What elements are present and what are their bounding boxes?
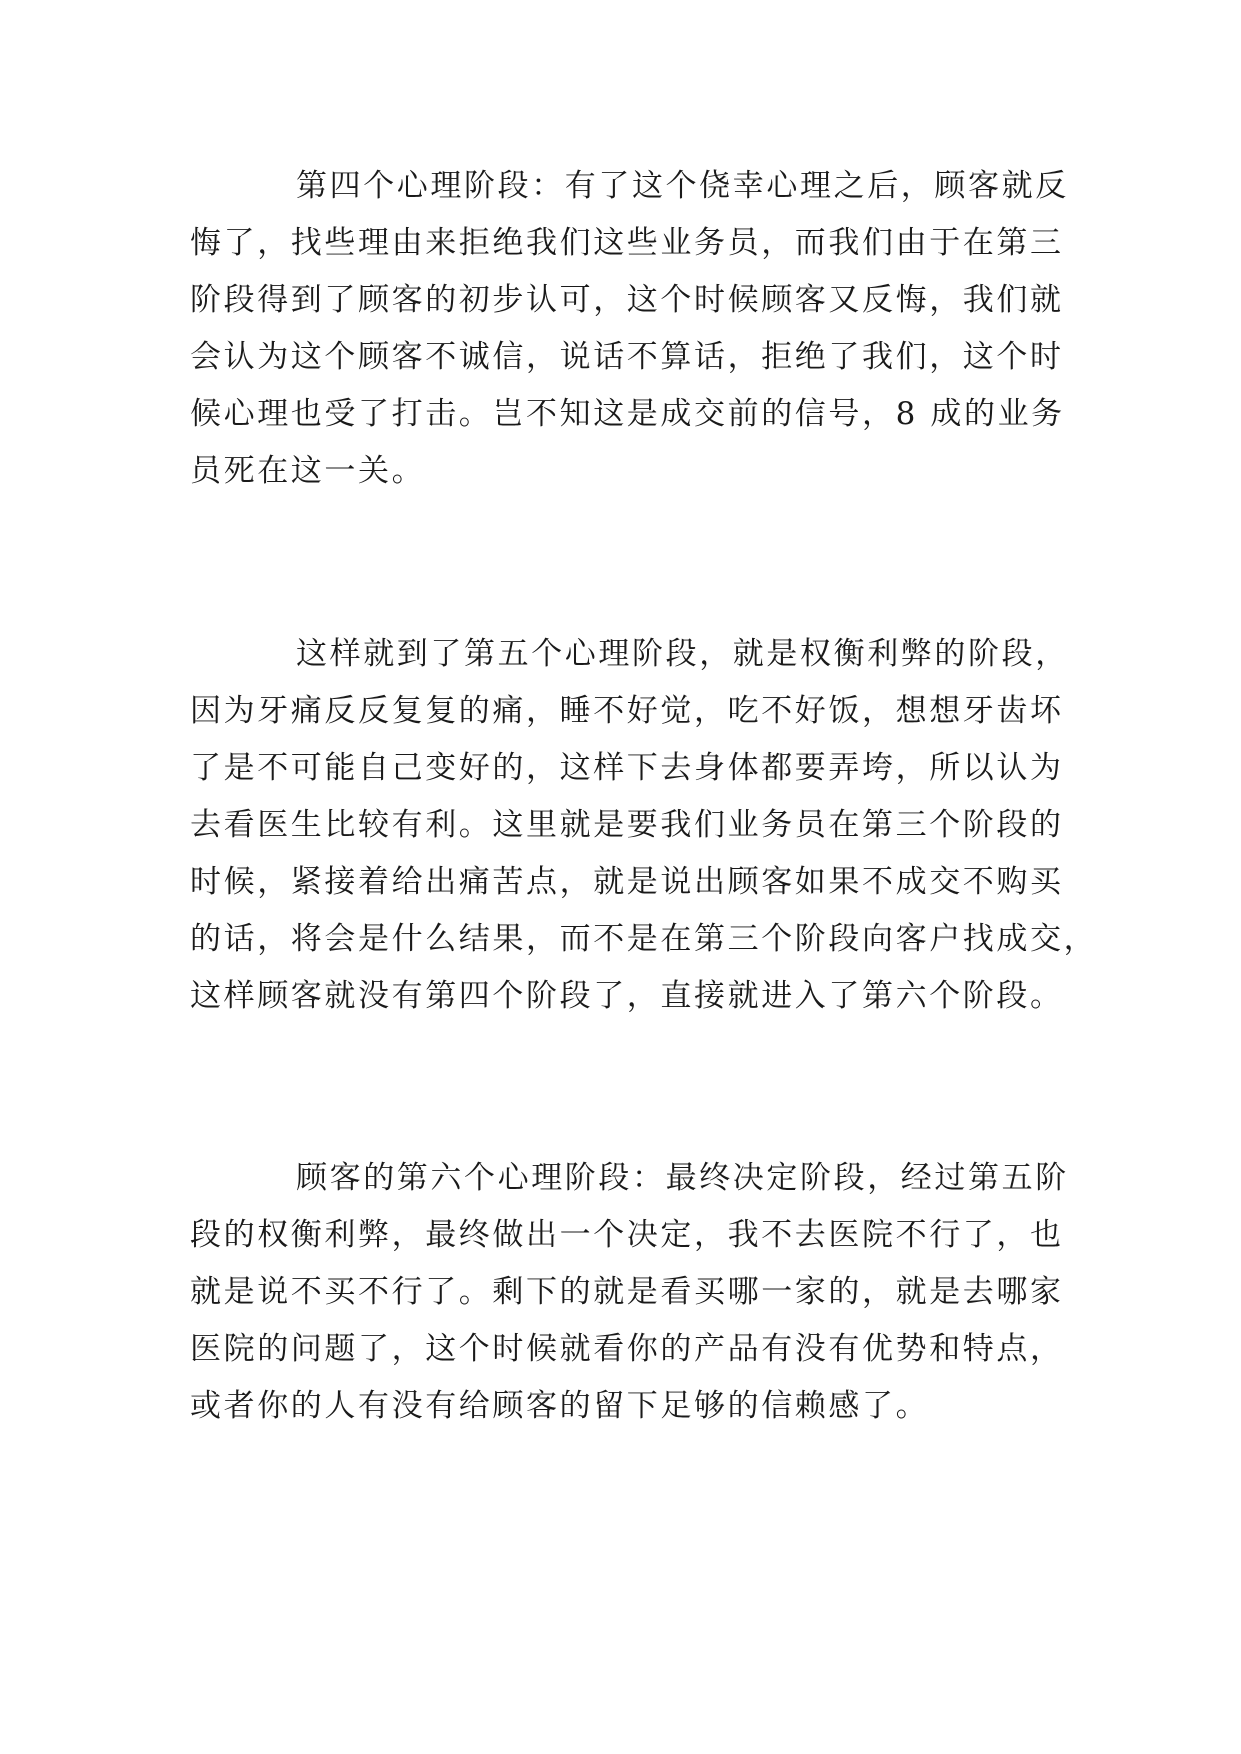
text-line: 悔了，找些理由来拒绝我们这些业务员，而我们由于在第三: [190, 225, 1064, 261]
text-line: 去看医生比较有利。这里就是要我们业务员在第三个阶段的: [190, 807, 1064, 843]
text-line: 第四个心理阶段：有了这个侥幸心理之后，顾客就反: [296, 168, 1069, 204]
text-line: 时候，紧接着给出痛苦点，就是说出顾客如果不成交不购买: [190, 864, 1064, 900]
text-line: 医院的问题了，这个时候就看你的产品有没有优势和特点，: [190, 1331, 1064, 1367]
text-line: 会认为这个顾客不诚信，说话不算话，拒绝了我们，这个时: [190, 339, 1064, 375]
text-line: 顾客的第六个心理阶段：最终决定阶段，经过第五阶: [296, 1160, 1069, 1196]
text-line: 或者你的人有没有给顾客的留下足够的信赖感了。: [190, 1388, 930, 1424]
text-line: 段的权衡利弊，最终做出一个决定，我不去医院不行了，也: [190, 1217, 1064, 1253]
text-line: 这样顾客就没有第四个阶段了，直接就进入了第六个阶段。: [190, 978, 1064, 1014]
text-line: 就是说不买不行了。剩下的就是看买哪一家的，就是去哪家: [190, 1274, 1064, 1310]
text-line: 候心理也受了打击。岂不知这是成交前的信号，8 成的业务: [190, 396, 1065, 432]
paragraph-stage-four: [190, 158, 1070, 500]
text-line: 了是不可能自己变好的，这样下去身体都要弄垮，所以认为: [190, 750, 1064, 786]
paragraph-stage-five: [190, 626, 1098, 1025]
text-line: 阶段得到了顾客的初步认可，这个时候顾客又反悔，我们就: [190, 282, 1064, 318]
paragraph-stage-six: [190, 1150, 1070, 1435]
text-line: 因为牙痛反反复复的痛，睡不好觉，吃不好饭，想想牙齿坏: [190, 693, 1064, 729]
text-line: 员死在这一关。: [190, 453, 426, 489]
text-line: 的话，将会是什么结果，而不是在第三个阶段向客户找成交，: [190, 921, 1098, 957]
text-line: 这样就到了第五个心理阶段，就是权衡利弊的阶段，: [296, 636, 1069, 672]
